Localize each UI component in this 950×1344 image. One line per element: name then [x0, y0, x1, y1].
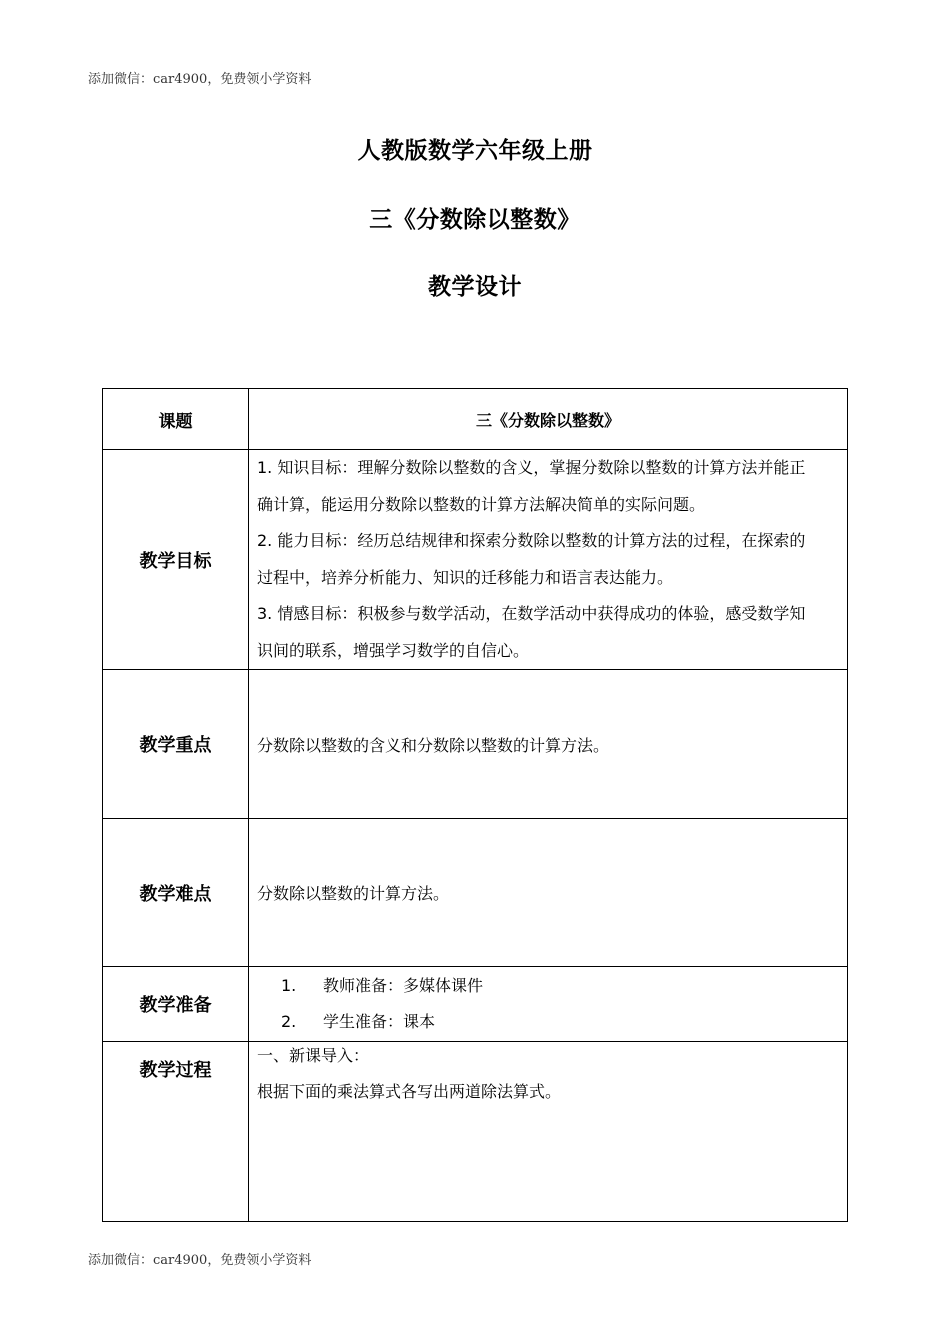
process-label: 教学过程 — [103, 1042, 249, 1222]
watermark-bottom: 添加微信：car4900，免费领小学资料 — [88, 1253, 312, 1268]
process-line: 根据下面的乘法算式各写出两道除法算式。 — [257, 1082, 562, 1101]
difficulties-value: 分数除以整数的计算方法。 — [249, 819, 848, 967]
preparation-item-number: 1. — [281, 976, 297, 995]
row-process — [103, 1042, 848, 1222]
document-title: 人教版数学六年级上册 — [357, 138, 593, 164]
lesson-title: 三《分数除以整数》 — [369, 207, 581, 233]
subject-value: 三《分数除以整数》 — [249, 389, 848, 450]
row-key-points — [103, 670, 848, 819]
objective-line: 确计算，能运用分数除以整数的计算方法解决简单的实际问题。 — [257, 494, 706, 514]
document-subtitle: 教学设计 — [428, 274, 522, 300]
lesson-plan-table — [102, 388, 848, 1222]
preparation-item-text: 教师准备：多媒体课件 — [323, 976, 484, 995]
process-content — [249, 1042, 848, 1222]
preparation-item — [257, 1004, 839, 1040]
row-objectives — [103, 450, 848, 670]
preparation-item — [257, 968, 839, 1004]
watermark-top: 添加微信：car4900，免费领小学资料 — [88, 72, 312, 87]
difficulties-label: 教学难点 — [103, 819, 249, 967]
key-points-value: 分数除以整数的含义和分数除以整数的计算方法。 — [249, 670, 848, 819]
preparation-item-text: 学生准备：课本 — [323, 1012, 436, 1031]
preparation-item-number: 2. — [281, 1012, 297, 1031]
row-preparation — [103, 967, 848, 1042]
row-subject — [103, 389, 848, 450]
objectives-content — [249, 450, 848, 670]
objective-line: 1. 知识目标：理解分数除以整数的含义，掌握分数除以整数的计算方法并能正 — [257, 458, 806, 477]
preparation-label: 教学准备 — [103, 967, 249, 1042]
objectives-label: 教学目标 — [103, 450, 249, 670]
process-line: 一、新课导入： — [257, 1046, 370, 1065]
objective-line: 过程中，培养分析能力、知识的迁移能力和语言表达能力。 — [257, 567, 674, 587]
row-difficulties — [103, 819, 848, 967]
objective-line: 2. 能力目标：经历总结规律和探索分数除以整数的计算方法的过程，在探索的 — [257, 531, 806, 550]
subject-label: 课题 — [103, 389, 249, 450]
key-points-label: 教学重点 — [103, 670, 249, 819]
preparation-content — [249, 967, 848, 1042]
objective-line: 3. 情感目标：积极参与数学活动，在数学活动中获得成功的体验，感受数学知 — [257, 604, 806, 623]
objective-line: 识间的联系，增强学习数学的自信心。 — [257, 640, 530, 660]
